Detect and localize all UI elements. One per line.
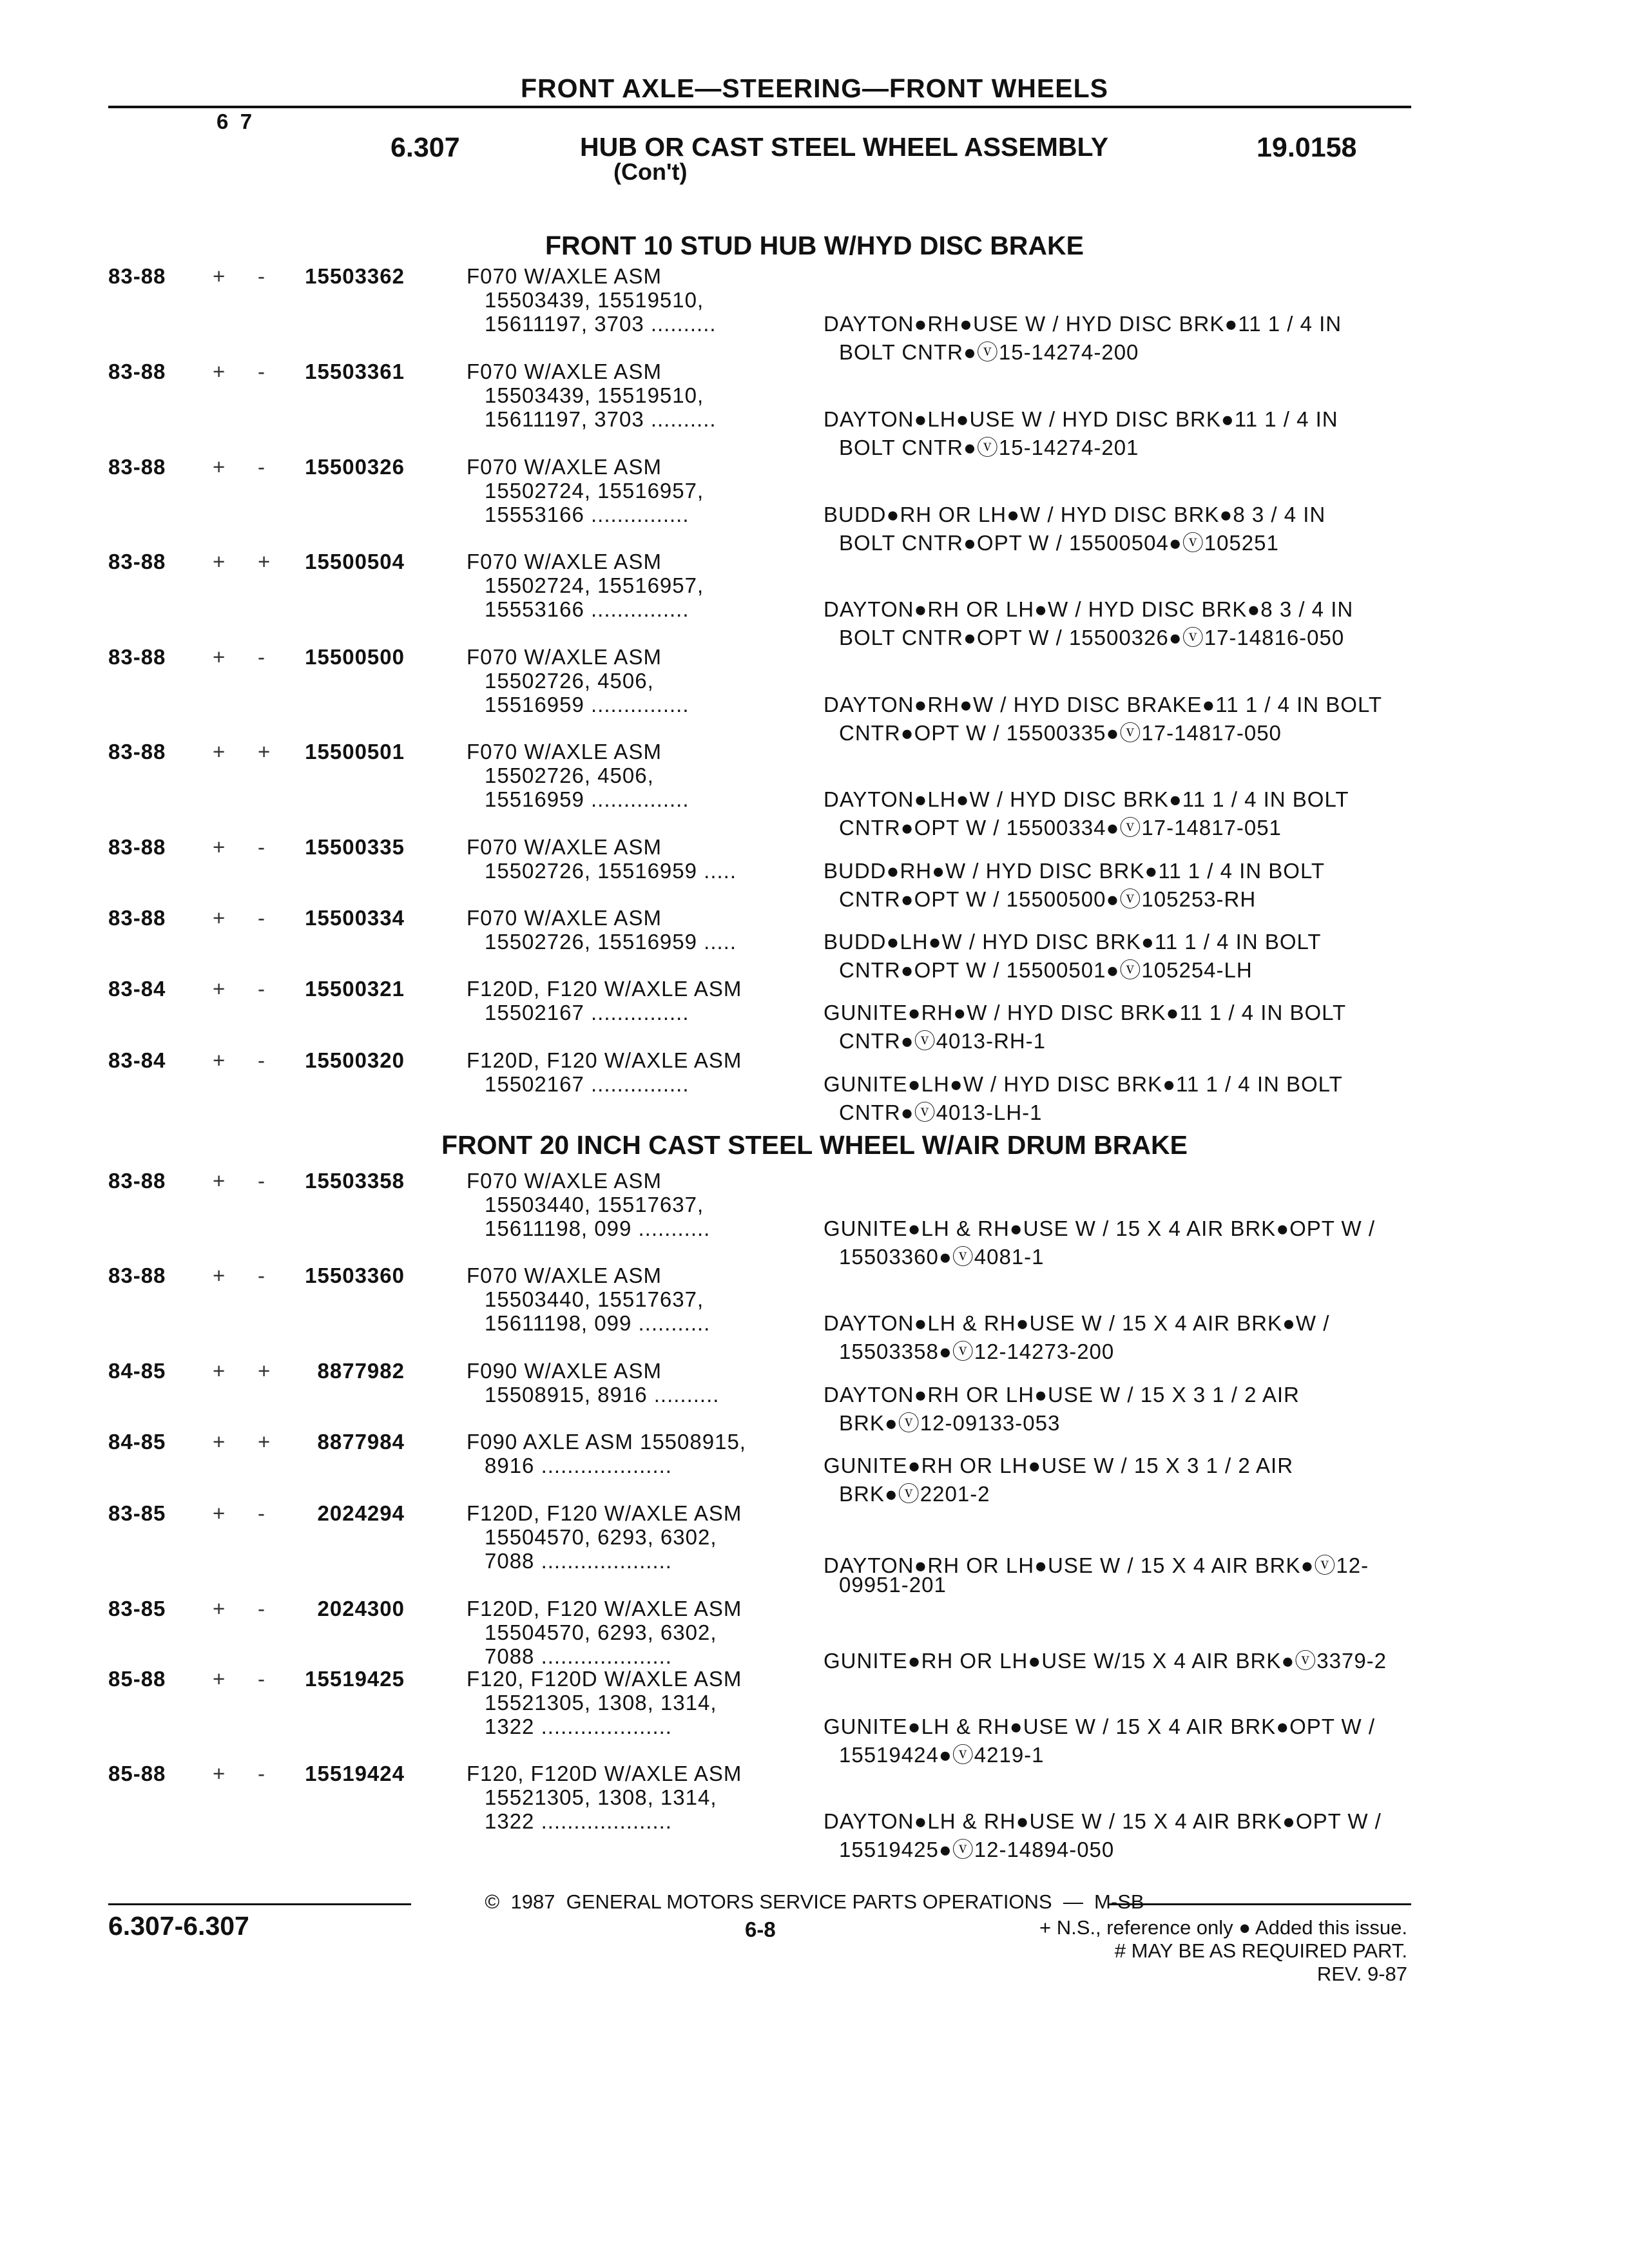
part-number: 15500321 — [305, 977, 405, 1001]
description-line: F070 W/AXLE ASM — [467, 1169, 662, 1193]
note-line: DAYTON●LH & RH●USE W / 15 X 4 AIR BRK●W / — [824, 1311, 1330, 1335]
model-years: 85-88 — [108, 1762, 166, 1785]
note-line: GUNITE●LH & RH●USE W / 15 X 4 AIR BRK●OPT W / — [824, 1216, 1376, 1240]
note-line: GUNITE●RH OR LH●USE W / 15 X 3 1 / 2 AIR — [824, 1454, 1294, 1477]
model-years: 83-88 — [108, 645, 166, 669]
description-line: 1322 .................... — [485, 1715, 672, 1738]
part-row — [0, 1667, 1629, 1767]
description-line: 15502724, 15516957, — [485, 479, 704, 503]
part-row — [0, 645, 1629, 745]
model-years: 85-88 — [108, 1667, 166, 1691]
note-line: GUNITE●RH●W / HYD DISC BRK●11 1 / 4 IN BOLT — [824, 1001, 1347, 1024]
group-heading: FRONT 20 INCH CAST STEEL WHEEL W/AIR DRUM BRAKE — [441, 1130, 1188, 1160]
legend-line-2: # MAY BE AS REQUIRED PART. — [1114, 1939, 1407, 1962]
column-6-mark: + — [213, 1762, 226, 1785]
note-line: 15519424●ⓥ4219-1 — [839, 1743, 1045, 1767]
part-row — [0, 455, 1629, 555]
description-line: 15508915, 8916 .......... — [485, 1383, 720, 1407]
column-7-mark: - — [258, 1762, 265, 1785]
model-years: 83-88 — [108, 906, 166, 930]
note-line: 15503358●ⓥ12-14273-200 — [839, 1340, 1115, 1363]
column-6-mark: + — [213, 264, 226, 288]
description-line: F070 W/AXLE ASM — [467, 906, 662, 930]
part-row — [0, 1501, 1629, 1598]
model-years: 83-88 — [108, 1264, 166, 1287]
column-6-mark: + — [213, 977, 226, 1001]
description-line: 15503440, 15517637, — [485, 1287, 704, 1311]
description-line: F120D, F120 W/AXLE ASM — [467, 977, 742, 1001]
description-line: 15504570, 6293, 6302, — [485, 1525, 717, 1549]
model-years: 83-85 — [108, 1597, 166, 1620]
note-line: GUNITE●LH●W / HYD DISC BRK●11 1 / 4 IN BOLT — [824, 1072, 1343, 1096]
part-number: 15500501 — [305, 740, 405, 764]
column-6-mark: + — [213, 550, 226, 573]
part-number: 15500334 — [305, 906, 405, 930]
description-line: F070 W/AXLE ASM — [467, 264, 662, 288]
column-7-mark: - — [258, 1667, 265, 1691]
column-7-mark: + — [258, 1359, 271, 1383]
part-number: 15500320 — [305, 1048, 405, 1072]
part-row — [0, 1169, 1629, 1269]
note-line: CNTR●OPT W / 15500334●ⓥ17-14817-051 — [839, 816, 1282, 840]
description-line: 15521305, 1308, 1314, — [485, 1785, 717, 1809]
part-number: 15503362 — [305, 264, 405, 288]
model-years: 83-88 — [108, 1169, 166, 1193]
group-heading: FRONT 10 STUD HUB W/HYD DISC BRAKE — [545, 231, 1084, 260]
column-6-mark: + — [213, 1667, 226, 1691]
note-line: DAYTON●RH●W / HYD DISC BRAKE●11 1 / 4 IN BOLT — [824, 693, 1383, 716]
column-7-mark: - — [258, 906, 265, 930]
note-line: BOLT CNTR●OPT W / 15500504●ⓥ105251 — [839, 531, 1279, 555]
description-line: F120D, F120 W/AXLE ASM — [467, 1048, 742, 1072]
model-years: 83-84 — [108, 1048, 166, 1072]
part-number: 2024294 — [317, 1501, 405, 1525]
column-7-mark: + — [258, 1430, 271, 1454]
column-7-mark: - — [258, 1169, 265, 1193]
part-number: 15519424 — [305, 1762, 405, 1785]
model-years: 83-85 — [108, 1501, 166, 1525]
part-number: 15500504 — [305, 550, 405, 573]
description-line: F070 W/AXLE ASM — [467, 360, 662, 383]
model-years: 83-88 — [108, 550, 166, 573]
column-6-mark: + — [213, 455, 226, 479]
description-line: F070 W/AXLE ASM — [467, 1264, 662, 1287]
description-line: 7088 .................... — [485, 1644, 672, 1668]
model-years: 84-85 — [108, 1430, 166, 1454]
description-line: 15516959 ............... — [485, 787, 689, 811]
note-line: BUDD●RH OR LH●W / HYD DISC BRK●8 3 / 4 IN — [824, 503, 1326, 526]
page-title: FRONT AXLE—STEERING—FRONT WHEELS — [521, 73, 1108, 103]
column-7-mark: + — [258, 740, 271, 764]
note-line: GUNITE●RH OR LH●USE W/15 X 4 AIR BRK●ⓥ3379-2 — [824, 1649, 1387, 1673]
column-7-mark: - — [258, 645, 265, 669]
description-line: 15503440, 15517637, — [485, 1193, 704, 1216]
part-number: 8877984 — [317, 1430, 405, 1454]
model-years: 83-88 — [108, 740, 166, 764]
description-line: 15502726, 15516959 ..... — [485, 859, 737, 883]
description-line: 15553166 ............... — [485, 597, 689, 621]
column-6-mark: + — [213, 1169, 226, 1193]
column-7-mark: - — [258, 455, 265, 479]
column-6-mark: + — [213, 1359, 226, 1383]
section-number: 6.307 — [390, 132, 460, 163]
note-line: DAYTON●LH & RH●USE W / 15 X 4 AIR BRK●OPT W / — [824, 1809, 1382, 1833]
description-line: 15502724, 15516957, — [485, 573, 704, 597]
note-line: BOLT CNTR●ⓥ15-14274-201 — [839, 436, 1139, 459]
note-line: BUDD●RH●W / HYD DISC BRK●11 1 / 4 IN BOLT — [824, 859, 1325, 883]
column-7-mark: - — [258, 835, 265, 859]
part-row — [0, 1264, 1629, 1363]
note-line: DAYTON●RH●USE W / HYD DISC BRK●11 1 / 4 IN — [824, 312, 1342, 336]
model-years: 83-88 — [108, 455, 166, 479]
part-number: 8877982 — [317, 1359, 405, 1383]
description-line: F090 W/AXLE ASM — [467, 1359, 662, 1383]
column-numbers: 6 7 — [217, 110, 253, 133]
column-7-mark: - — [258, 360, 265, 383]
description-line: 15521305, 1308, 1314, — [485, 1691, 717, 1715]
page-number: 6-8 — [745, 1917, 776, 1941]
model-years: 84-85 — [108, 1359, 166, 1383]
description-line: F070 W/AXLE ASM — [467, 645, 662, 669]
description-line: 15502726, 15516959 ..... — [485, 930, 737, 954]
column-6-mark: + — [213, 1430, 226, 1454]
part-number: 15503361 — [305, 360, 405, 383]
model-years: 83-84 — [108, 977, 166, 1001]
column-6-mark: + — [213, 906, 226, 930]
revision: REV. 9-87 — [1316, 1963, 1407, 1985]
description-line: F120, F120D W/AXLE ASM — [467, 1762, 742, 1785]
note-line: DAYTON●RH OR LH●USE W / 15 X 4 AIR BRK●ⓥ12- — [824, 1553, 1369, 1577]
note-line: CNTR●OPT W / 15500335●ⓥ17-14817-050 — [839, 721, 1282, 745]
description-line: 15504570, 6293, 6302, — [485, 1620, 717, 1644]
column-6-mark: + — [213, 1501, 226, 1525]
section-name: HUB OR CAST STEEL WHEEL ASSEMBLY — [580, 132, 1109, 162]
description-line: F090 AXLE ASM 15508915, — [467, 1430, 746, 1454]
note-line: DAYTON●RH OR LH●USE W / 15 X 3 1 / 2 AIR — [824, 1383, 1300, 1407]
page-range: 6.307-6.307 — [108, 1911, 249, 1941]
legend-line-1: + N.S., reference only ● Added this issue. — [1039, 1916, 1407, 1939]
column-6-mark: + — [213, 360, 226, 383]
description-line: F120D, F120 W/AXLE ASM — [467, 1597, 742, 1620]
part-row — [0, 740, 1629, 840]
description-line: F120D, F120 W/AXLE ASM — [467, 1501, 742, 1525]
column-6-mark: + — [213, 740, 226, 764]
column-6-mark: + — [213, 1048, 226, 1072]
column-6-mark: + — [213, 1264, 226, 1287]
note-line: DAYTON●RH OR LH●W / HYD DISC BRK●8 3 / 4 IN — [824, 597, 1354, 621]
note-line: BOLT CNTR●ⓥ15-14274-200 — [839, 340, 1139, 364]
note-line: BRK●ⓥ12-09133-053 — [839, 1411, 1061, 1435]
description-line: 15502726, 4506, — [485, 669, 654, 693]
description-line: F070 W/AXLE ASM — [467, 835, 662, 859]
part-number: 15500335 — [305, 835, 405, 859]
description-line: F070 W/AXLE ASM — [467, 740, 662, 764]
description-line: 7088 .................... — [485, 1549, 672, 1573]
description-line: 1322 .................... — [485, 1809, 672, 1833]
section-code: 19.0158 — [1257, 132, 1357, 163]
column-6-mark: + — [213, 1597, 226, 1620]
part-number: 2024300 — [317, 1597, 405, 1620]
note-line: CNTR●OPT W / 15500500●ⓥ105253-RH — [839, 887, 1257, 911]
description-line: 15611198, 099 ........... — [485, 1216, 711, 1240]
note-line: 15503360●ⓥ4081-1 — [839, 1245, 1045, 1269]
column-6-mark: + — [213, 835, 226, 859]
part-row — [0, 1762, 1629, 1861]
note-line: 09951-201 — [839, 1573, 947, 1597]
description-line: F120, F120D W/AXLE ASM — [467, 1667, 742, 1691]
note-line: BUDD●LH●W / HYD DISC BRK●11 1 / 4 IN BOLT — [824, 930, 1322, 954]
part-row — [0, 550, 1629, 649]
column-7-mark: - — [258, 1501, 265, 1525]
description-line: 15553166 ............... — [485, 503, 689, 526]
description-line: F070 W/AXLE ASM — [467, 550, 662, 573]
column-7-mark: - — [258, 1597, 265, 1620]
column-7-mark: - — [258, 1048, 265, 1072]
column-7-mark: + — [258, 550, 271, 573]
part-number: 15500326 — [305, 455, 405, 479]
section-continued: (Con't) — [613, 159, 688, 185]
part-number: 15519425 — [305, 1667, 405, 1691]
header-rule — [108, 106, 1411, 108]
model-years: 83-88 — [108, 264, 166, 288]
column-6-mark: + — [213, 645, 226, 669]
part-number: 15503358 — [305, 1169, 405, 1193]
column-7-mark: - — [258, 977, 265, 1001]
description-line: 15502167 ............... — [485, 1001, 689, 1024]
description-line: 15503439, 15519510, — [485, 383, 704, 407]
column-7-mark: - — [258, 1264, 265, 1287]
copyright-line: © 1987 GENERAL MOTORS SERVICE PARTS OPERATIONS — M-SB — [485, 1890, 1144, 1913]
description-line: 15611198, 099 ........... — [485, 1311, 711, 1335]
description-line: F070 W/AXLE ASM — [467, 455, 662, 479]
column-7-mark: - — [258, 264, 265, 288]
note-line: BOLT CNTR●OPT W / 15500326●ⓥ17-14816-050 — [839, 626, 1345, 649]
part-row — [0, 360, 1629, 459]
note-line: GUNITE●LH & RH●USE W / 15 X 4 AIR BRK●OPT W / — [824, 1715, 1376, 1738]
note-line: 15519425●ⓥ12-14894-050 — [839, 1838, 1115, 1861]
note-line: CNTR●OPT W / 15500501●ⓥ105254-LH — [839, 958, 1253, 982]
note-line: CNTR●ⓥ4013-RH-1 — [839, 1029, 1046, 1053]
model-years: 83-88 — [108, 360, 166, 383]
part-row — [0, 264, 1629, 364]
description-line: 15516959 ............... — [485, 693, 689, 716]
note-line: CNTR●ⓥ4013-LH-1 — [839, 1100, 1043, 1124]
description-line: 8916 .................... — [485, 1454, 672, 1477]
description-line: 15611197, 3703 .......... — [485, 407, 717, 431]
part-number: 15503360 — [305, 1264, 405, 1287]
description-line: 15611197, 3703 .......... — [485, 312, 717, 336]
model-years: 83-88 — [108, 835, 166, 859]
description-line: 15503439, 15519510, — [485, 288, 704, 312]
note-line: DAYTON●LH●W / HYD DISC BRK●11 1 / 4 IN BOLT — [824, 787, 1349, 811]
note-line: BRK●ⓥ2201-2 — [839, 1482, 990, 1506]
description-line: 15502167 ............... — [485, 1072, 689, 1096]
part-number: 15500500 — [305, 645, 405, 669]
note-line: DAYTON●LH●USE W / HYD DISC BRK●11 1 / 4 IN — [824, 407, 1338, 431]
description-line: 15502726, 4506, — [485, 764, 654, 787]
